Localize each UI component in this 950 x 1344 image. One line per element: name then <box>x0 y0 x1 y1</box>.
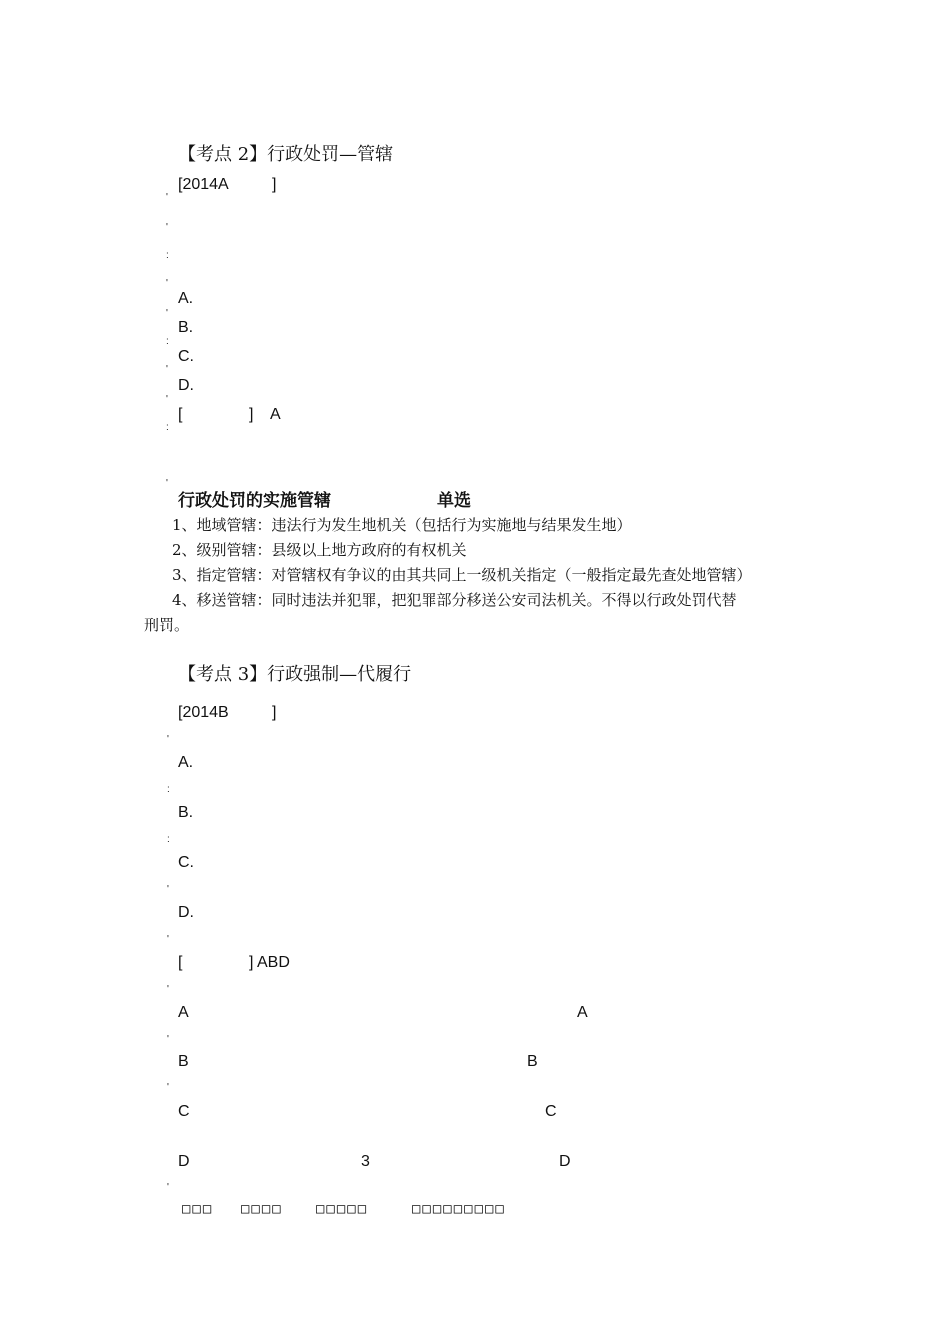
topic-item-4: 4、移送管辖：同时违法并犯罪，把犯罪部分移送公安司法机关。不得以行政处罚代替 <box>172 591 737 609</box>
section3-answer-open: [ <box>178 954 183 971</box>
margin-mark: : <box>166 422 169 433</box>
section3-year-close: ] <box>272 704 277 721</box>
margin-mark: ' <box>166 394 168 405</box>
garbled-text-3: □□□□□ <box>316 1201 369 1217</box>
analysis-c-right: C <box>545 1103 557 1120</box>
margin-mark: ' <box>166 192 168 203</box>
topic-item-2: 2、级别管辖：县级以上地方政府的有权机关 <box>172 541 467 559</box>
topic-item-3: 3、指定管辖：对管辖权有争议的由其共同上一级机关指定（一般指定最先查处地管辖） <box>172 566 752 584</box>
section2-answer-open: [ <box>178 406 183 423</box>
topic-item-1: 1、地域管辖：违法行为发生地机关（包括行为实施地与结果发生地） <box>172 516 632 534</box>
analysis-c-left: C <box>178 1103 190 1120</box>
margin-mark: ' <box>166 308 168 319</box>
margin-mark: ' <box>167 734 169 745</box>
section2-option-c: C. <box>178 348 194 365</box>
margin-mark: : <box>167 784 170 795</box>
analysis-b-right: B <box>527 1053 538 1070</box>
margin-mark: ' <box>166 364 168 375</box>
section2-year-tag: [2014A <box>178 176 229 193</box>
analysis-b-left: B <box>178 1053 189 1070</box>
margin-mark: : <box>166 336 169 347</box>
section2-option-b: B. <box>178 319 194 336</box>
garbled-text-1: □□□ <box>182 1201 214 1217</box>
topic-title: 行政处罚的实施管辖 <box>178 491 331 511</box>
analysis-a-right: A <box>577 1004 588 1021</box>
analysis-d-left: D <box>178 1153 190 1170</box>
margin-mark: ' <box>167 884 169 895</box>
margin-mark: ' <box>167 1082 169 1093</box>
section2-answer-value: A <box>270 406 281 423</box>
analysis-d-mid: 3 <box>361 1153 370 1170</box>
section2-year-close: ] <box>272 176 277 193</box>
section3-option-a: A. <box>178 754 194 771</box>
garbled-text-2: □□□□ <box>241 1201 283 1217</box>
section3-answer-close: ] ABD <box>249 954 290 971</box>
section3-year-tag: [2014B <box>178 704 229 721</box>
analysis-d-right: D <box>559 1153 571 1170</box>
section3-option-d: D. <box>178 904 194 921</box>
margin-mark: ' <box>166 278 168 289</box>
margin-mark: ' <box>166 478 168 489</box>
section2-answer-close: ] <box>249 406 254 423</box>
margin-mark: ' <box>167 934 169 945</box>
margin-mark: ' <box>167 1182 169 1193</box>
analysis-a-left: A <box>178 1004 189 1021</box>
section2-heading: 【考点 2】行政处罚—管辖 <box>178 144 394 165</box>
section3-heading: 【考点 3】行政强制—代履行 <box>178 664 412 685</box>
margin-mark: ' <box>167 984 169 995</box>
section3-option-c: C. <box>178 854 194 871</box>
section2-option-a: A. <box>178 290 194 307</box>
margin-mark: ' <box>167 1034 169 1045</box>
section3-option-b: B. <box>178 804 194 821</box>
topic-type: 单选 <box>437 491 471 511</box>
margin-mark: : <box>166 250 169 261</box>
margin-mark: : <box>167 834 170 845</box>
margin-mark: ' <box>166 222 168 233</box>
garbled-text-4: □□□□□□□□□ <box>412 1201 506 1217</box>
topic-item-4-cont: 刑罚。 <box>144 616 190 634</box>
section2-option-d: D. <box>178 377 194 394</box>
